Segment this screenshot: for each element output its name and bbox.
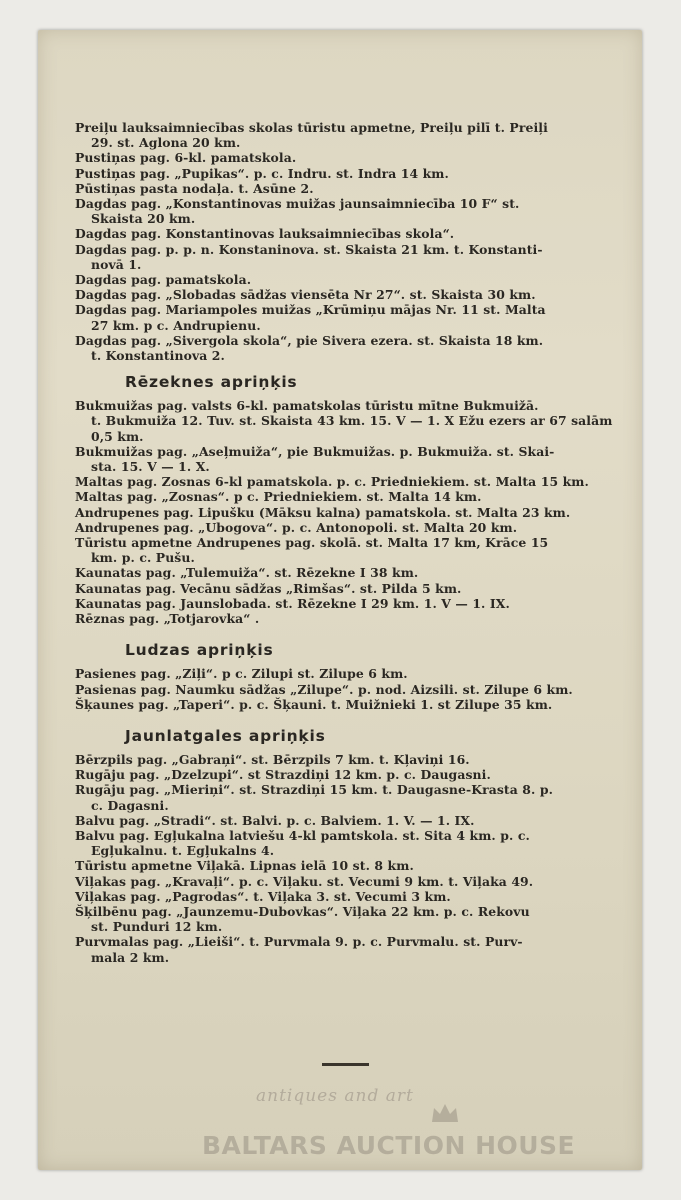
entry-text: Bukmuižas pag. valsts 6-kl. pamatskolas tūristu mītne Bukmuižā.	[75, 398, 539, 414]
entry-text: Viļakas pag. „Pagrodas“. t. Viļaka 3. st. Vecumi 3 km.	[75, 888, 451, 904]
entry-text: Dagdas pag. „Konstantinovas muižas jaunsaimniecība 10 F“ st.	[75, 196, 520, 212]
entry-text: Rugāju pag. „Dzelzupi“. st Strazdiņi 12 km. p. c. Daugasni.	[75, 767, 491, 783]
entry-continuation: 29. st. Aglona 20 km.	[91, 135, 241, 151]
entry-text: Tūristu apmetne Andrupenes pag. skolā. st. Malta 17 km, Krāce 15	[75, 535, 549, 551]
list-entry	[75, 581, 623, 596]
entry-text: Pasienes pag. „Ziļi“. p c. Zilupi st. Zilupe 6 km.	[75, 666, 408, 682]
list-entry	[75, 782, 623, 812]
list-entry	[75, 166, 623, 181]
list-entry	[75, 505, 623, 520]
entry-text: Pasienas pag. Naumku sādžas „Zilupe“. p. nod. Aizsili. st. Zilupe 6 km.	[75, 681, 573, 697]
entry-continuation: 27 km. p c. Andrupienu.	[91, 317, 261, 333]
entry-text: Viļakas pag. „Kravaļi“. p. c. Viļaku. st. Vecumi 9 km. t. Viļaka 49.	[75, 873, 534, 889]
crown-icon	[430, 1102, 460, 1124]
list-entry	[75, 697, 623, 712]
entry-text: Balvu pag. „Stradi“. st. Balvi. p. c. Balviem. 1. V. — 1. IX.	[75, 812, 475, 828]
entry-text: Bukmuižas pag. „Aseļmuiža“, pie Bukmuižas. p. Bukmuiža. st. Skai-	[75, 443, 555, 459]
list-entry	[75, 666, 623, 681]
entry-continuation: km. p. c. Pušu.	[91, 550, 195, 566]
entry-text: Balvu pag. Egļukalna latviešu 4-kl pamtskola. st. Sita 4 km. p. c.	[75, 827, 530, 843]
list-entry	[75, 489, 623, 504]
entry-text: Dagdas pag. Mariampoles muižas „Krūmiņu mājas Nr. 11 st. Malta	[75, 302, 546, 318]
list-entry	[75, 120, 623, 150]
list-entry	[75, 272, 623, 287]
list-entry	[75, 611, 623, 626]
entry-text: Maltas pag. Zosnas 6-kl pamatskola. p. c. Priedniekiem. st. Malta 15 km.	[75, 474, 589, 490]
entry-text: Kaunatas pag. „Tulemuiža“. st. Rēzekne I 38 km.	[75, 565, 419, 581]
entry-text: Purvmalas pag. „Lieiši“. t. Purvmala 9. p. c. Purvmalu. st. Purv-	[75, 934, 523, 950]
entry-text: Tūristu apmetne Viļakā. Lipnas ielā 10 st. 8 km.	[75, 858, 414, 874]
list-entry	[75, 828, 623, 858]
entry-text: Pūstiņas pasta nodaļa. t. Asūne 2.	[75, 180, 314, 196]
document-text	[75, 120, 623, 965]
section-heading: Rēzeknes apriņķis	[125, 373, 298, 392]
list-entry	[75, 226, 623, 241]
entry-text: Kaunatas pag. Vecānu sādžas „Rimšas“. st. Pilda 5 km.	[75, 580, 462, 596]
list-entry	[75, 444, 623, 474]
list-entry	[75, 889, 623, 904]
list-entry	[75, 150, 623, 165]
entry-text: Šķilbēnu pag. „Jaunzemu-Dubovkas“. Viļaka 22 km. p. c. Rekovu	[75, 903, 530, 919]
entry-text: Dagdas pag. „Slobadas sādžas viensēta Nr 27“. st. Skaista 30 km.	[75, 287, 536, 303]
list-entry	[75, 181, 623, 196]
entry-continuation: Skaista 20 km.	[91, 211, 196, 227]
section-divider	[322, 1063, 369, 1066]
entry-text: Dagdas pag. pamatskola.	[75, 272, 252, 288]
entry-continuation: Egļukalnu. t. Egļukalns 4.	[91, 843, 275, 859]
entry-text: Andrupenes pag. „Ubogova“. p. c. Antonopoli. st. Malta 20 km.	[75, 519, 518, 535]
list-entry	[75, 196, 623, 226]
entry-continuation: st. Punduri 12 km.	[91, 919, 223, 935]
section-heading: Jaunlatgales apriņķis	[125, 726, 326, 745]
watermark-tagline: antiques and art	[256, 1086, 414, 1106]
entry-text: Bērzpils pag. „Gabraņi“. st. Bērzpils 7 km. t. Kļaviņi 16.	[75, 751, 470, 767]
entry-text: Kaunatas pag. Jaunslobada. st. Rēzekne I 29 km. 1. V — 1. IX.	[75, 595, 510, 611]
entry-continuation: t. Bukmuiža 12. Tuv. st. Skaista 43 km. 15. V — 1. X Ežu ezers ar 67 salām 0,5 km.	[91, 413, 613, 444]
list-entry	[75, 333, 623, 363]
entry-text: Šķaunes pag. „Taperi“. p. c. Šķauni. t. Muižnieki 1. st Zilupe 35 km.	[75, 696, 553, 712]
watermark-brand: BALTARS AUCTION HOUSE	[202, 1131, 576, 1160]
entry-text: Andrupenes pag. Lipušku (Māksu kalna) pamatskola. st. Malta 23 km.	[75, 504, 571, 520]
list-entry	[75, 596, 623, 611]
list-entry	[75, 858, 623, 873]
list-entry	[75, 565, 623, 580]
entry-text: Dagdas pag. p. p. n. Konstaninova. st. Skaista 21 km. t. Konstanti-	[75, 241, 543, 257]
entry-text: Preiļu lauksaimniecības skolas tūristu apmetne, Preiļu pilī t. Preiļi	[75, 120, 548, 135]
list-entry	[75, 287, 623, 302]
section-heading: Ludzas apriņķis	[125, 641, 274, 660]
list-entry	[75, 302, 623, 332]
list-entry	[75, 767, 623, 782]
entry-text: Pustiņas pag. „Pupikas“. p. c. Indru. st. Indra 14 km.	[75, 165, 449, 181]
list-entry	[75, 520, 623, 535]
entry-continuation: c. Dagasni.	[91, 797, 169, 813]
entry-text: Dagdas pag. Konstantinovas lauksaimniecības skola“.	[75, 226, 455, 242]
entry-text: Maltas pag. „Zosnas“. p c. Priedniekiem. st. Malta 14 km.	[75, 489, 482, 505]
list-entry	[75, 874, 623, 889]
list-entry	[75, 682, 623, 697]
entry-continuation: t. Konstantinova 2.	[91, 348, 225, 364]
entry-text: Dagdas pag. „Sivergola skola“, pie Sivera ezera. st. Skaista 18 km.	[75, 332, 544, 348]
list-entry	[75, 934, 623, 964]
list-entry	[75, 813, 623, 828]
entry-continuation: novā 1.	[91, 256, 142, 272]
entry-continuation: sta. 15. V — 1. X.	[91, 459, 210, 475]
list-entry	[75, 535, 623, 565]
list-entry	[75, 242, 623, 272]
list-entry	[75, 904, 623, 934]
list-entry	[75, 474, 623, 489]
entry-text: Rēznas pag. „Totjarovka“ .	[75, 611, 260, 627]
list-entry	[75, 398, 623, 444]
entry-text: Rugāju pag. „Mieriņi“. st. Strazdiņi 15 km. t. Daugasne-Krasta 8. p.	[75, 782, 554, 798]
entry-text: Pustiņas pag. 6-kl. pamatskola.	[75, 150, 297, 166]
list-entry	[75, 752, 623, 767]
entry-continuation: mala 2 km.	[91, 949, 170, 965]
